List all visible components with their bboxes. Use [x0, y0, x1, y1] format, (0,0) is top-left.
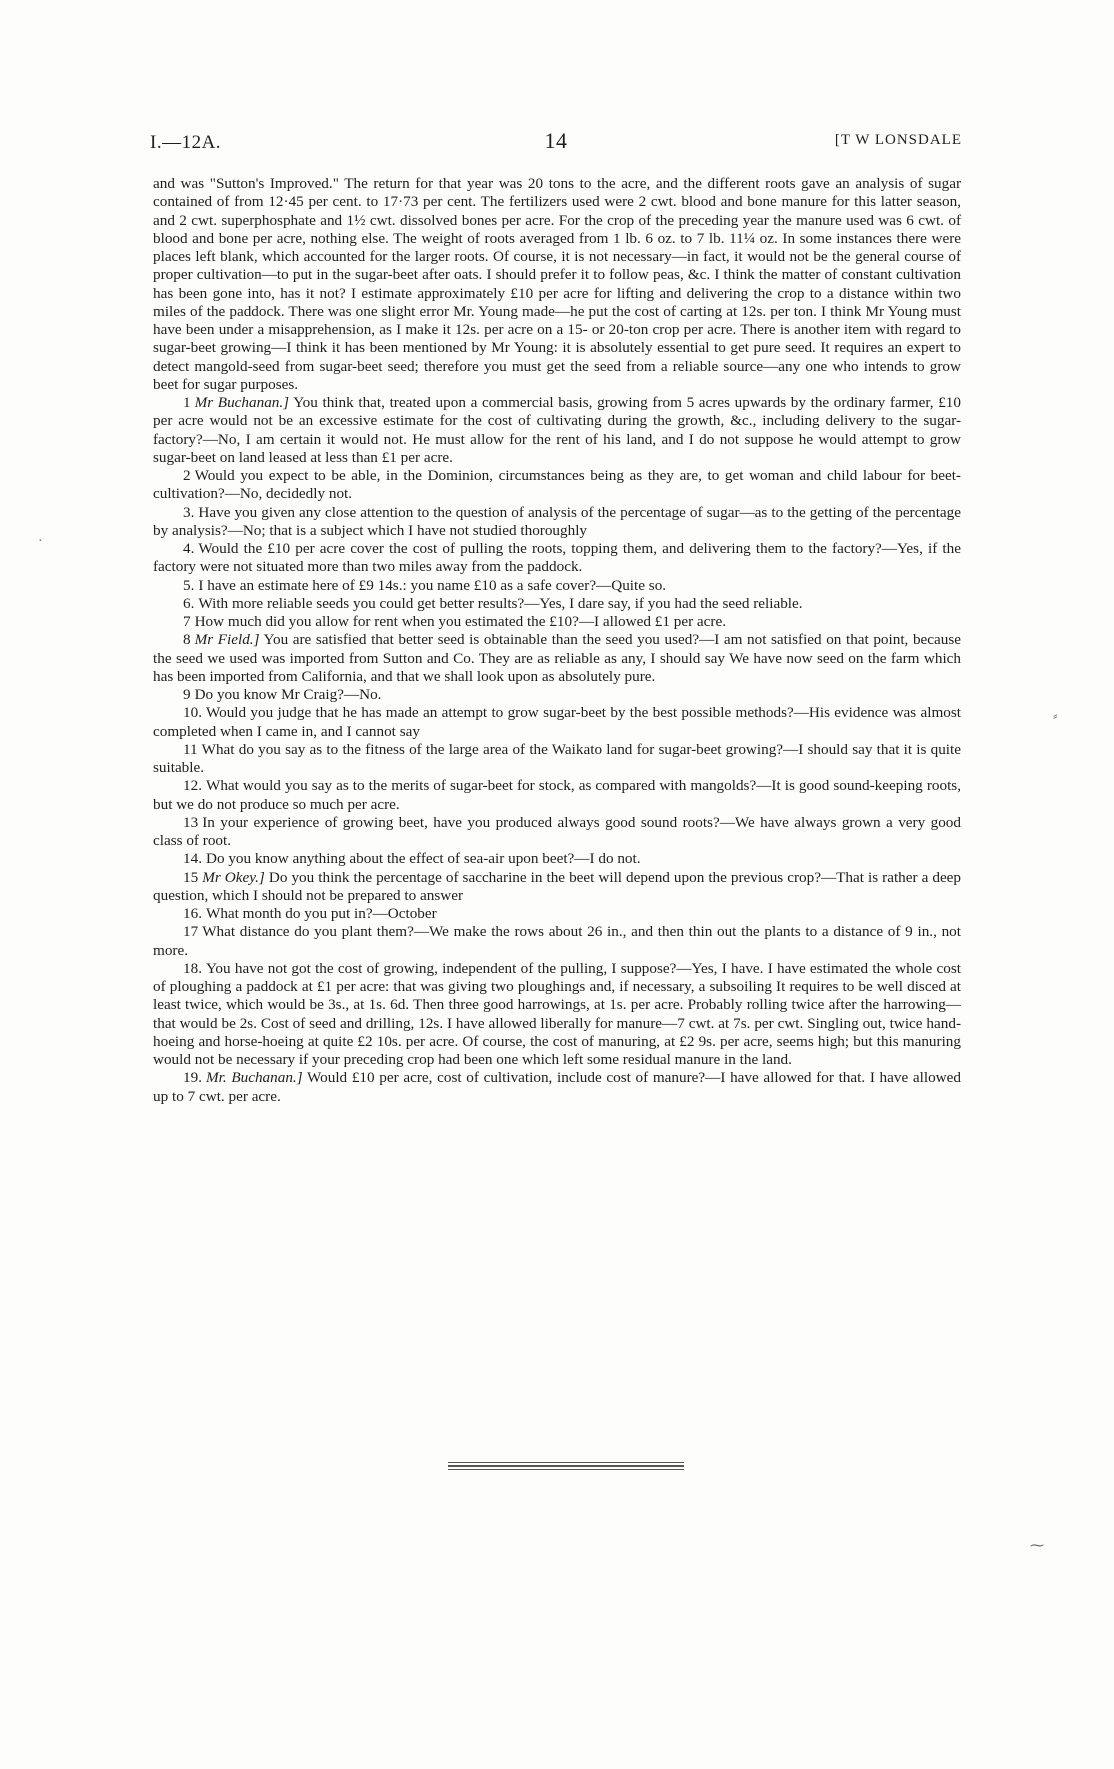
paper-reference: I.—12A. [150, 132, 222, 153]
question-number: 3. [183, 503, 195, 521]
question-paragraph [153, 394, 961, 467]
question-paragraph [153, 923, 961, 960]
speaker-name: Mr Field.] [194, 631, 260, 649]
question-number: 1 [183, 394, 191, 411]
margin-dot-icon: · [38, 534, 43, 549]
question-number: 6. [183, 594, 195, 612]
question-number: 13 [183, 813, 199, 831]
question-number: 16. [183, 905, 202, 922]
question-number: 19. [183, 1069, 202, 1087]
question-number: 17 [183, 923, 199, 941]
question-text: In your experience of growing beet, have you produced always good sound roots?—We have always grown a very good class of root. [153, 813, 961, 849]
page-header [150, 128, 962, 158]
question-paragraph [153, 686, 961, 704]
question-text: With more reliable seeds you could get better results?—Yes, I dare say, if you had the seed reliable. [198, 594, 803, 612]
question-paragraph [153, 814, 961, 851]
speaker-name: Mr. Buchanan.] [205, 1069, 303, 1087]
question-text: You have not got the cost of growing, independent of the pulling, I suppose?—Yes, I have. I have estimated the whole cost of ploughing a paddock at £1 per acre: that was giving two ploughings and, if necessary, a subsoiling It requires to be well disced at least twice, which would be 3s., at 1s. 6d. Then three good harrowings, at 1s. per acre. Probably rolling twice after the harrowing—that would be 2s. Cost of seed and drilling, 12s. I have allowed liberally for manure—7 cwt. at 7s. per cwt. Singling out, twice hand-hoeing and horse-hoeing at quite £2 10s. per acre. Of course, the cost of manuring, at £2 9s. per acre, seems high; but this manuring would not be necessary if your preceding crop had been one which left some residual manure in the land. [153, 959, 961, 1068]
question-paragraph [153, 777, 961, 814]
closing-rule [448, 1462, 684, 1472]
question-text: You think that, treated upon a commercial basis, growing from 5 acres upwards by the ordinary farmer, £10 per acre would not be an excessive estimate for the cost of cultivating during the growth, &c., including delivery to the sugar-factory?—No, I am certain it would not. He must allow for the rent of his land, and I do not suppose he would attempt to grow sugar-beet on land leased at less than £1 per acre. [153, 394, 961, 466]
question-paragraph [153, 631, 961, 686]
rule-line [448, 1462, 684, 1463]
question-number: 4. [183, 540, 195, 557]
question-text: Would you expect to be able, in the Dominion, circumstances being as they are, to get woman and child labour for beet-cultivation?—No, decidedly not. [153, 467, 961, 503]
margin-mark-icon: ⸗ [1053, 709, 1058, 724]
question-text: Have you given any close attention to the question of analysis of the percentage of sugar—as to the getting of the percentage by analysis?—No; that is a subject which I have not studied thoroughly [153, 503, 961, 539]
question-text: How much did you allow for rent when you estimated the £10?—I allowed £1 per acre. [194, 613, 727, 630]
question-number: 18. [183, 959, 202, 977]
question-text: Would the £10 per acre cover the cost of pulling the roots, topping them, and delivering them to the factory?—Yes, if the factory were not situated more than two miles away from the paddock. [153, 540, 961, 576]
question-number: 15 [183, 868, 199, 886]
evidence-text [153, 175, 961, 1106]
question-text: What distance do you plant them?—We make the rows about 26 in., and then thin out the plants to a distance of 9 in., not more. [153, 923, 961, 959]
question-number: 9 [183, 686, 191, 703]
question-text: Do you know Mr Craig?—No. [194, 686, 382, 703]
intro-paragraph: and was "Sutton's Improved." The return for that year was 20 tons to the acre, and the different roots gave an analysis of sugar contained of from 12·45 per cent. to 17·73 per cent. The fertilizers used were 2 cwt. blood and bone manure for this latter season, and 2 cwt. superphosphate and 1½ cwt. dissolved bones per acre. For the crop of the preceding year the manure used was 6 cwt. of blood and bone per acre, nothing else. The weight of roots averaged from 1 lb. 6 oz. to 7 lb. 11¼ oz. In some instances there were places left blank, which accounted for the larger roots. Of course, it is not necessary—in fact, it would not be the general course of proper cultivation—to put in the sugar-beet after oats. I should prefer it to follow peas, &c. I think the matter of constant cultivation has been gone into, has it not? I estimate approximately £10 per acre for lifting and delivering the crop to a distance within two miles of the paddock. There was one slight error Mr. Young made—he put the cost of carting at 12s. per ton. I think Mr Young must have been under a misapprehension, as I make it 12s. per acre on a 15- or 20-ton crop per acre. There is another item with regard to sugar-beet growing—I think it has been mentioned by Mr Young: it is absolutely essential to get pure seed. It requires an expert to detect mangold-seed from sugar-beet seed; therefore you must get the seed from a reliable source—any one who intends to grow beet for sugar purposes. [153, 175, 961, 393]
witness-name: [T W LONSDALE [834, 132, 962, 148]
question-paragraph [153, 741, 961, 778]
question-number: 14. [183, 850, 202, 868]
question-text: What would you say as to the merits of sugar-beet for stock, as compared with mangolds?—It is good sound-keeping roots, but we do not produce so much per acre. [153, 777, 961, 813]
question-text: Do you know anything about the effect of sea-air upon beet?—I do not. [205, 850, 641, 868]
question-text: Would you judge that he has made an attempt to grow sugar-beet by the best possible methods?—His evidence was almost completed when I came in, and I cannot say [153, 704, 961, 740]
question-text: What do you say as to the fitness of the large area of the Waikato land for sugar-beet growing?—I should say that it is quite suitable. [153, 740, 961, 776]
question-paragraph [153, 577, 961, 595]
question-paragraph [153, 467, 961, 504]
question-number: 8 [183, 631, 191, 649]
question-paragraph [153, 960, 961, 1070]
question-number: 7 [183, 613, 191, 630]
margin-mark-icon: ⁓ [1030, 1539, 1044, 1554]
question-number: 12. [183, 777, 202, 795]
question-text: I have an estimate here of £9 14s.: you name £10 as a safe cover?—Quite so. [198, 576, 667, 594]
speaker-name: Mr Okey.] [202, 868, 265, 886]
question-number: 5. [183, 576, 195, 594]
question-paragraph [153, 850, 961, 868]
page-number: 14 [544, 128, 568, 153]
question-paragraph [153, 704, 961, 741]
question-paragraph [153, 595, 961, 613]
question-paragraph [153, 869, 961, 906]
question-paragraph [153, 613, 961, 631]
question-text: What month do you put in?—October [205, 905, 437, 922]
question-paragraph [153, 540, 961, 577]
question-text: Do you think the percentage of saccharine in the beet will depend upon the previous crop?—That is rather a deep question, which I should not be prepared to answer [153, 868, 962, 904]
question-text: Would £10 per acre, cost of cultivation, include cost of manure?—I have allowed for that. I have allowed up to 7 cwt. per acre. [153, 1069, 961, 1105]
question-paragraph [153, 504, 961, 541]
question-number: 2 [183, 467, 191, 484]
question-number: 10. [183, 704, 202, 722]
rule-line [448, 1465, 684, 1467]
question-text: You are satisfied that better seed is obtainable than the seed you used?—I am not satisfied on that point, because the seed we used was imported from Sutton and Co. They are as reliable as any, I should say We have now seed on the farm which has been imported from California, and that we shall look upon as absolutely pure. [153, 631, 961, 685]
question-paragraph [153, 1069, 961, 1106]
question-paragraph [153, 905, 961, 923]
question-number: 11 [183, 740, 198, 758]
rule-line [448, 1469, 684, 1470]
speaker-name: Mr Buchanan.] [194, 394, 290, 411]
